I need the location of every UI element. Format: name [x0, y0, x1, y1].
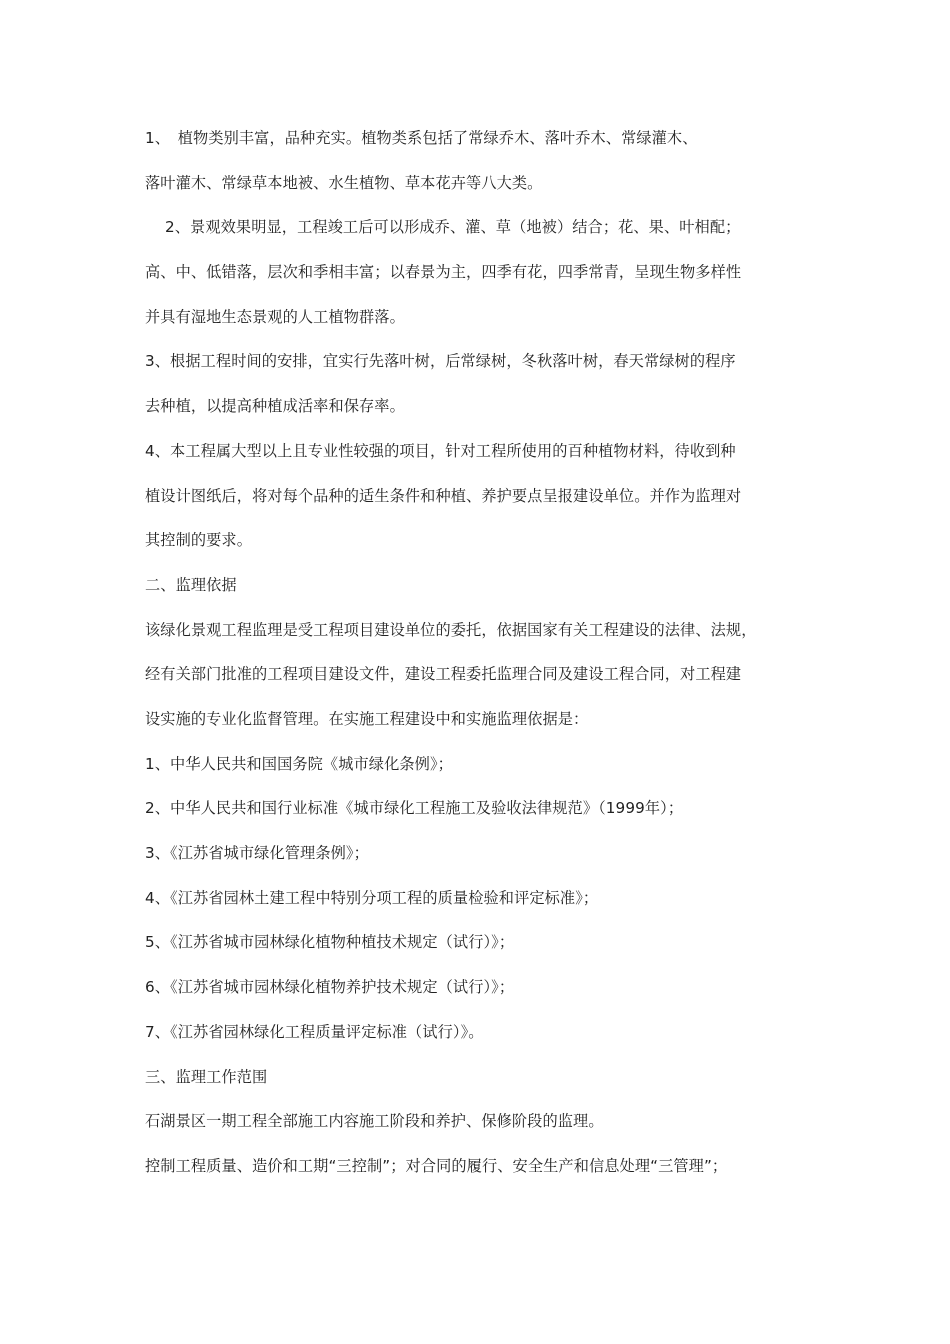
text-line: 其控制的要求。	[145, 531, 253, 549]
text-line: 经有关部门批准的工程项目建设文件，建设工程委托监理合同及建设工程合同，对工程建	[145, 665, 742, 683]
section-heading: 二、监理依据	[145, 576, 237, 594]
text-line: 植设计图纸后，将对每个品种的适生条件和种植、养护要点呈报建设单位。并作为监理对	[145, 487, 742, 505]
text-line: 高、中、低错落，层次和季相丰富；以春景为主，四季有花，四季常青，呈现生物多样性	[145, 263, 742, 281]
list-item: 6、《江苏省城市园林绿化植物养护技术规定（试行）》；	[145, 978, 515, 996]
text-line: 石湖景区一期工程全部施工内容施工阶段和养护、保修阶段的监理。	[145, 1112, 604, 1130]
text-line: 并具有湿地生态景观的人工植物群落。	[145, 308, 405, 326]
text-line: 去种植，以提高种植成活率和保存率。	[145, 397, 405, 415]
list-item: 7、《江苏省园林绿化工程质量评定标准（试行）》。	[145, 1023, 484, 1041]
text-line: 4、本工程属大型以上且专业性较强的项目，针对工程所使用的百种植物材料，待收到种	[145, 442, 736, 460]
text-line: 1、 植物类别丰富，品种充实。植物类系包括了常绿乔木、落叶乔木、常绿灌木、	[145, 129, 698, 147]
text-line: 2、景观效果明显，工程竣工后可以形成乔、灌、草（地被）结合；花、果、叶相配；	[165, 218, 741, 236]
list-item: 5、《江苏省城市园林绿化植物种植技术规定（试行）》；	[145, 933, 515, 951]
text-line: 控制工程质量、造价和工期“三控制”；对合同的履行、安全生产和信息处理“三管理”；	[145, 1157, 728, 1175]
list-item: 4、《江苏省园林土建工程中特别分项工程的质量检验和评定标准》；	[145, 889, 599, 907]
text-line: 该绿化景观工程监理是受工程项目建设单位的委托，依据国家有关工程建设的法律、法规，	[145, 621, 757, 639]
list-item: 1、中华人民共和国国务院《城市绿化条例》；	[145, 755, 453, 773]
section-heading: 三、监理工作范围	[145, 1068, 268, 1086]
list-item: 2、中华人民共和国行业标准《城市绿化工程施工及验收法律规范》（1999年）；	[145, 799, 684, 817]
list-item: 3、《江苏省城市绿化管理条例》；	[145, 844, 369, 862]
text-line: 设实施的专业化监督管理。在实施工程建设中和实施监理依据是：	[145, 710, 589, 728]
text-line: 落叶灌木、常绿草本地被、水生植物、草本花卉等八大类。	[145, 174, 543, 192]
text-line: 3、根据工程时间的安排，宜实行先落叶树，后常绿树，冬秋落叶树，春天常绿树的程序	[145, 352, 736, 370]
